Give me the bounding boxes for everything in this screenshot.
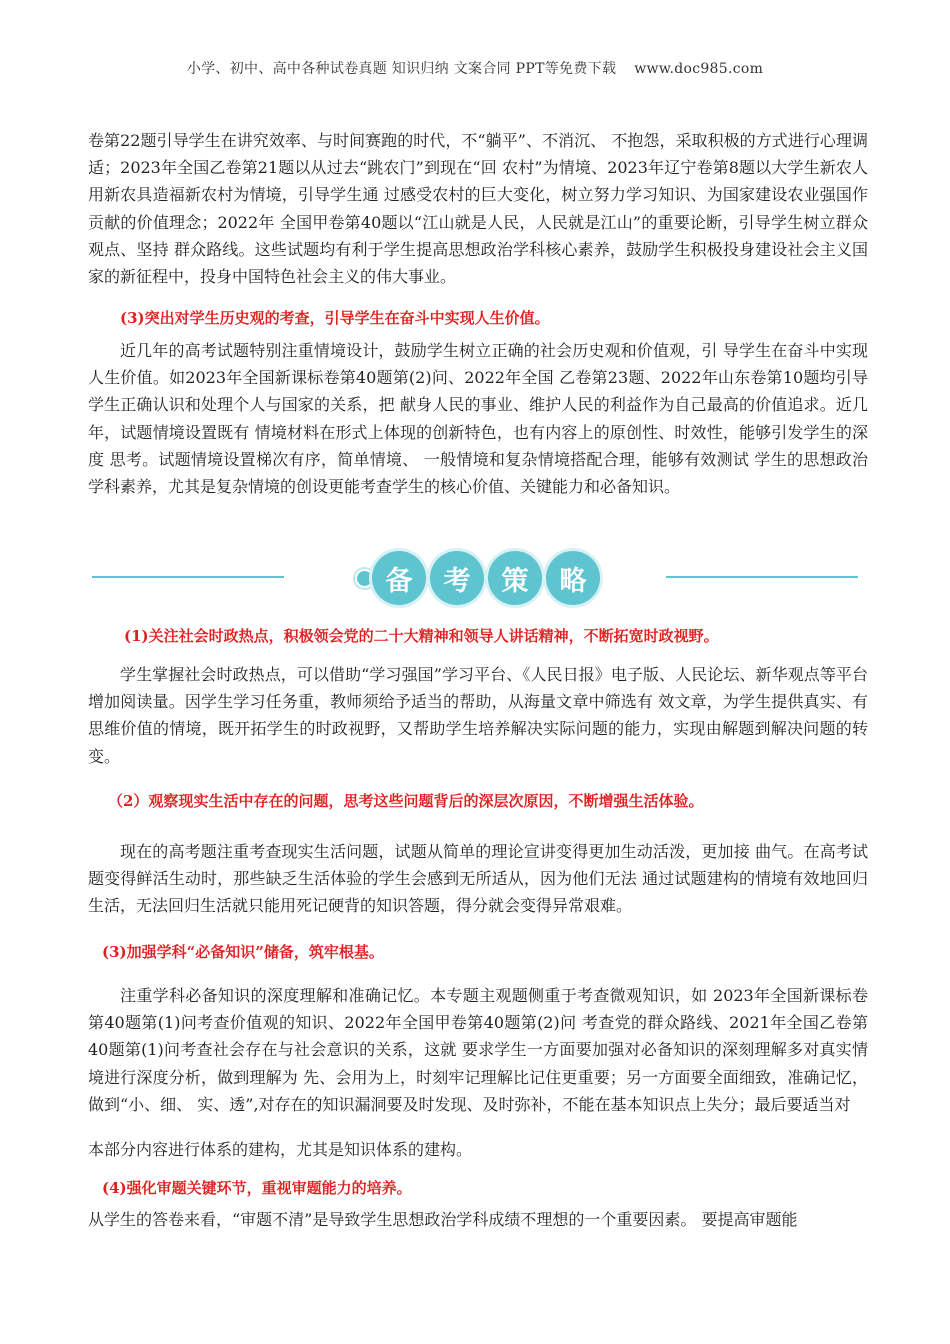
strategy-heading-3: (3)加强学科“必备知识”储备，筑牢根基。 (102, 943, 384, 961)
page-header (0, 58, 950, 78)
strategy-paragraph-2: 现在的高考题注重考查现实生活问题，试题从简单的理论宣讲变得更加生动活泼，更加接 曲气。在高考试题变得鲜活生动时，那些缺乏生活体验的学生会感到无所适从，因为他们无法 通过试题建构的情境有效地回归生活，无法回归生活就只能用死记硬背的知识答题，得分就会变得异常艰难。 (88, 842, 868, 916)
banner-char-3: 策 (488, 551, 542, 605)
banner-char-1: 备 (372, 551, 426, 605)
strategy-heading-2: （2）观察现实生活中存在的问题，思考这些问题背后的深层次原因，不断增强生活体验。 (108, 792, 704, 810)
section-paragraph-history-view: 近几年的高考试题特别注重情境设计，鼓励学生树立正确的社会历史观和价值观，引 导学生在奋斗中实现人生价值。如2023年全国新课标卷第40题第(2)问、2022年全国 乙卷第23题、2022年山东卷第10题均引导学生正确认识和处理个人与国家的关系，把 献身人民的事业、维护人民的利益作为自己最高的价值追求。近几年，试题情境设置既有 情境材料在形式上体现的创新特色，也有内容上的原创性、时效性，能够引发学生的深度 思考。试题情境设置梯次有序，简单情境、 一般情境和复杂情境搭配合理，能够有效测试 学生的思想政治学科素养，尤其是复杂情境的创设更能考查学生的核心价值、关键能力和必备知识。 (88, 341, 868, 497)
banner-line-right (666, 576, 858, 578)
strategy-paragraph-4: 从学生的答卷来看，“审题不清”是导致学生思想政治学科成绩不理想的一个重要因素。 要提高审题能 (88, 1210, 798, 1229)
header-url[interactable]: www.doc985.com (634, 61, 764, 77)
strategy-paragraph-3-cont: 本部分内容进行体系的建构，尤其是知识体系的建构。 (88, 1140, 473, 1159)
banner-char-2: 考 (430, 551, 484, 605)
intro-paragraph: 卷第22题引导学生在讲究效率、与时间赛跑的时代，不“躺平”、不消沉、 不抱怨，采取积极的方式进行心理调适；2023年全国乙卷第21题以从过去“跳农门”到现在“回 农村”为情境、2023年辽宁卷第8题以大学生新农人用新农具造福新农村为情境，引导学生通 过感受农村的巨大变化，树立努力学习知识、为国家建设农业强国作贡献的价值理念；2022年 全国甲卷第40题以“江山就是人民，人民就是江山”的重要论断，引导学生树立群众观点、坚持 群众路线。这些试题均有利于学生提高思想政治学科核心素养，鼓励学生积极投身建设社会主义国家的新征程中，投身中国特色社会主义的伟大事业。 (88, 131, 868, 287)
section-heading-history-view: (3)突出对学生历史观的考查，引导学生在奋斗中实现人生价值。 (120, 309, 550, 327)
strategy-heading-1: (1)关注社会时政热点，积极领会党的二十大精神和领导人讲话精神，不断拓宽时政视野。 (124, 627, 719, 645)
strategy-paragraph-3: 注重学科必备知识的深度理解和准确记忆。本专题主观题侧重于考查微观知识，如 2023年全国新课标卷第40题第(1)问考查价值观的知识、2022年全国甲卷第40题第(2)问 考查党的群众路线、2021年全国乙卷第40题第(1)问考查社会存在与社会意识的关系，这就 要求学生一方面要加强对必备知识的深刻理解多对真实情境进行深度分析，做到理解为 先、会用为上，时刻牢记理解比记住更重要；另一方面要全面细致，准确记忆，做到“小、细、 实、透”,对存在的知识漏洞要及时发现、及时弥补，不能在基本知识点上失分；最后要适当对 (88, 986, 868, 1114)
strategy-heading-4: (4)强化审题关键环节，重视审题能力的培养。 (102, 1179, 412, 1197)
header-text: 小学、初中、高中各种试卷真题 知识归纳 文案合同 PPT等免费下载 (186, 61, 617, 77)
banner-char-4: 略 (546, 551, 600, 605)
banner-line-left (92, 576, 284, 578)
strategy-paragraph-1: 学生掌握社会时政热点，可以借助“学习强国”学习平台、《人民日报》电子版、人民论坛、新华观点等平台增加阅读量。因学生学习任务重，教师须给予适当的帮助，从海量文章中筛选有 效文章，为学生提供真实、有思维价值的情境，既开拓学生的时政视野，又帮助学生培养解决实际问题的能力，实现由解题到解决问题的转变。 (88, 665, 868, 766)
